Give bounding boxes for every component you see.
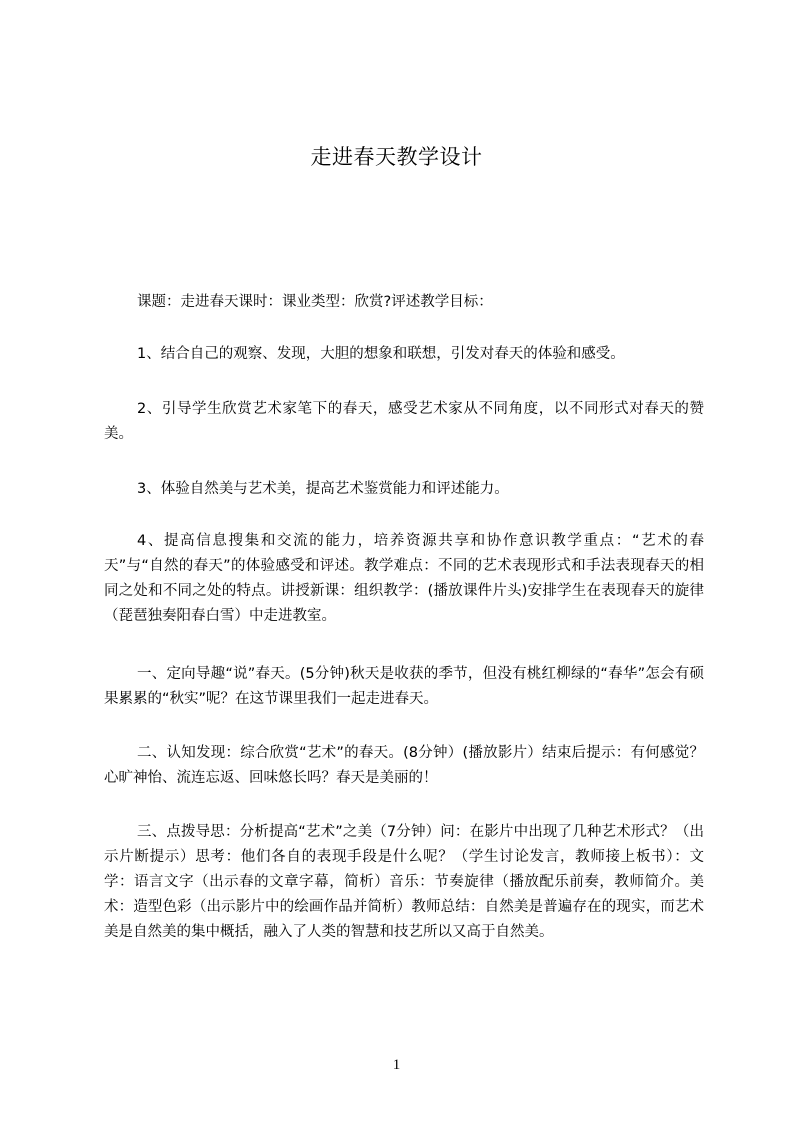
paragraph-objective-3: 3、体验自然美与艺术美，提高艺术鉴赏能力和评述能力。 [137, 481, 509, 497]
paragraph-course-info: 课题：走进春天课时：课业类型：欣赏?评述教学目标： [137, 294, 493, 310]
paragraph-objective-2: 2、引导学生欣赏艺术家笔下的春天，感受艺术家从不同角度，以不同形式对春天的赞美。 [104, 401, 704, 442]
paragraph-section-3: 三、点拨导思：分析提高“艺术”之美（7分钟）问：在影片中出现了几种艺术形式？（出示片断提示）思考：他们各自的表现手段是什么呢？（学生讨论发言，教师接上板书）：文学：语言文字（出示春的文章字幕，简析）音乐：节奏旋律（播放配乐前奏，教师简介。美术：造型色彩（出示影片中的绘画作品并简析）教师总结：自然美是普遍存在的现实，而艺术美是自然美的集中概括，融入了人类的智慧和技艺所以又高于自然美。 [104, 824, 704, 940]
document-title: 走进春天教学设计 [310, 145, 483, 169]
paragraph-section-2: 二、认知发现：综合欣赏“艺术”的春天。(8分钟）(播放影片）结束后提示：有何感觉？心旷神怡、流连忘返、回味悠长吗？春天是美丽的！ [104, 745, 704, 786]
paragraph-section-1: 一、定向导趣“说”春天。(5分钟)秋天是收获的季节，但没有桃红柳绿的“春华”怎会有硕果累累的“秋实”呢？在这节课里我们一起走进春天。 [104, 666, 704, 707]
paragraph-objective-4: 4、提高信息搜集和交流的能力，培养资源共享和协作意识教学重点：“艺术的春天”与“自然的春天”的体验感受和评述。教学难点：不同的艺术表现形式和手法表现春天的相同之处和不同之处的特点。讲授新课：组织教学：(播放课件片头)安排学生在表现春天的旋律（琵琶独奏阳春白雪）中走进教室。 [104, 533, 704, 624]
page-number: 1 [392, 1057, 401, 1073]
paragraph-objective-1: 1、结合自己的观察、发现，大胆的想象和联想，引发对春天的体验和感受。 [137, 346, 625, 362]
